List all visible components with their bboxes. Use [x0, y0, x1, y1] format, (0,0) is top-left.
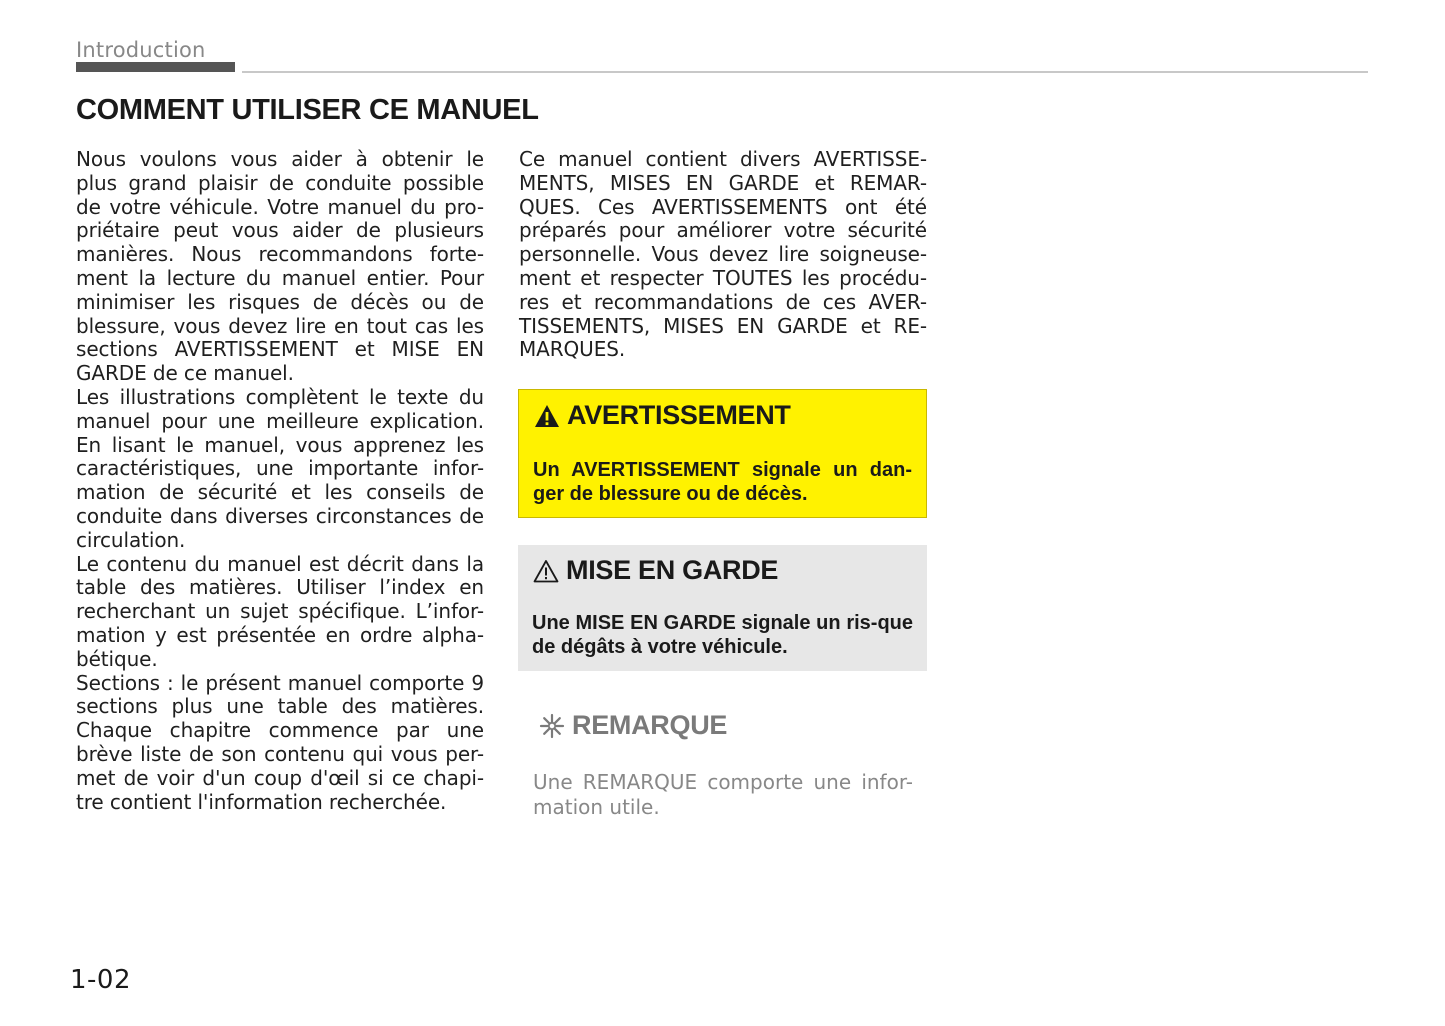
asterisk-icon: [538, 712, 566, 740]
right-column: [519, 148, 927, 362]
warning-text: Un AVERTISSEMENT signale un dan-ger de blessure ou de décès.: [533, 459, 912, 505]
caution-text: Une MISE EN GARDE signale un ris-que de dégâts à votre véhicule.: [532, 612, 913, 658]
intro-paragraph: Ce manuel contient divers AVERTISSE-MENTS, MISES EN GARDE et REMAR-QUES. Ces AVERTISSEMENTS ont été préparés pour améliorer votre sécurité personnelle. Vous devez lire soigneuse-ment et respecter TOUTES les procédu-res et recommandations de ces AVER-TISSEMENTS, MISES EN GARDE et RE-MARQUES.: [519, 147, 927, 362]
paragraph: Les illustrations complètent le texte du manuel pour une meilleure explication. En lisant le manuel, vous apprenez les caractéristiques, une importante infor-mation de sécurité et les conseils de conduite dans diverses circonstances de circulation.: [76, 384, 484, 552]
page-title: COMMENT UTILISER CE MANUEL: [76, 94, 539, 126]
paragraph: Nous voulons vous aider à obtenir le plus grand plaisir de conduite possible de votre véhicule. Votre manuel du pro-priétaire peut vous aider de plusieurs manières. Nous recommandons forte-ment la lecture du manuel entier. Pour minimiser les risques de décès ou de blessure, vous devez lire en tout cas les sections AVERTISSEMENT et MISE EN GARDE de ce manuel.: [76, 147, 484, 386]
note-title-text: REMARQUE: [572, 710, 728, 740]
warning-box: [518, 389, 927, 518]
warning-triangle-outline-icon: [532, 557, 560, 585]
warning-triangle-filled-icon: [533, 402, 561, 430]
warning-title-text: AVERTISSEMENT: [567, 400, 791, 430]
note-text: Une REMARQUE comporte une infor-mation utile.: [533, 770, 913, 819]
paragraph: Le contenu du manuel est décrit dans la table des matières. Utiliser l’index en recherchant un sujet spécifique. L’infor-mation y est présentée en ordre alpha-bétique.: [76, 551, 484, 671]
caution-title-text: MISE EN GARDE: [566, 555, 779, 585]
note-box: [518, 698, 927, 828]
left-column: [76, 148, 484, 814]
section-bar: [76, 62, 235, 72]
header-rule: [242, 71, 1368, 73]
section-label: Introduction: [76, 38, 206, 62]
caution-title: [532, 555, 778, 586]
page-number: 1-02: [70, 965, 132, 995]
caution-box: [518, 545, 927, 671]
warning-title: [533, 400, 791, 431]
note-title: [538, 710, 727, 741]
paragraph: Sections : le présent manuel comporte 9 sections plus une table des matières. Chaque chapitre commence par une brève liste de son contenu qui vous per-met de voir d'un coup d'œil si ce chapi-tre contient l'information recherchée.: [76, 670, 484, 814]
